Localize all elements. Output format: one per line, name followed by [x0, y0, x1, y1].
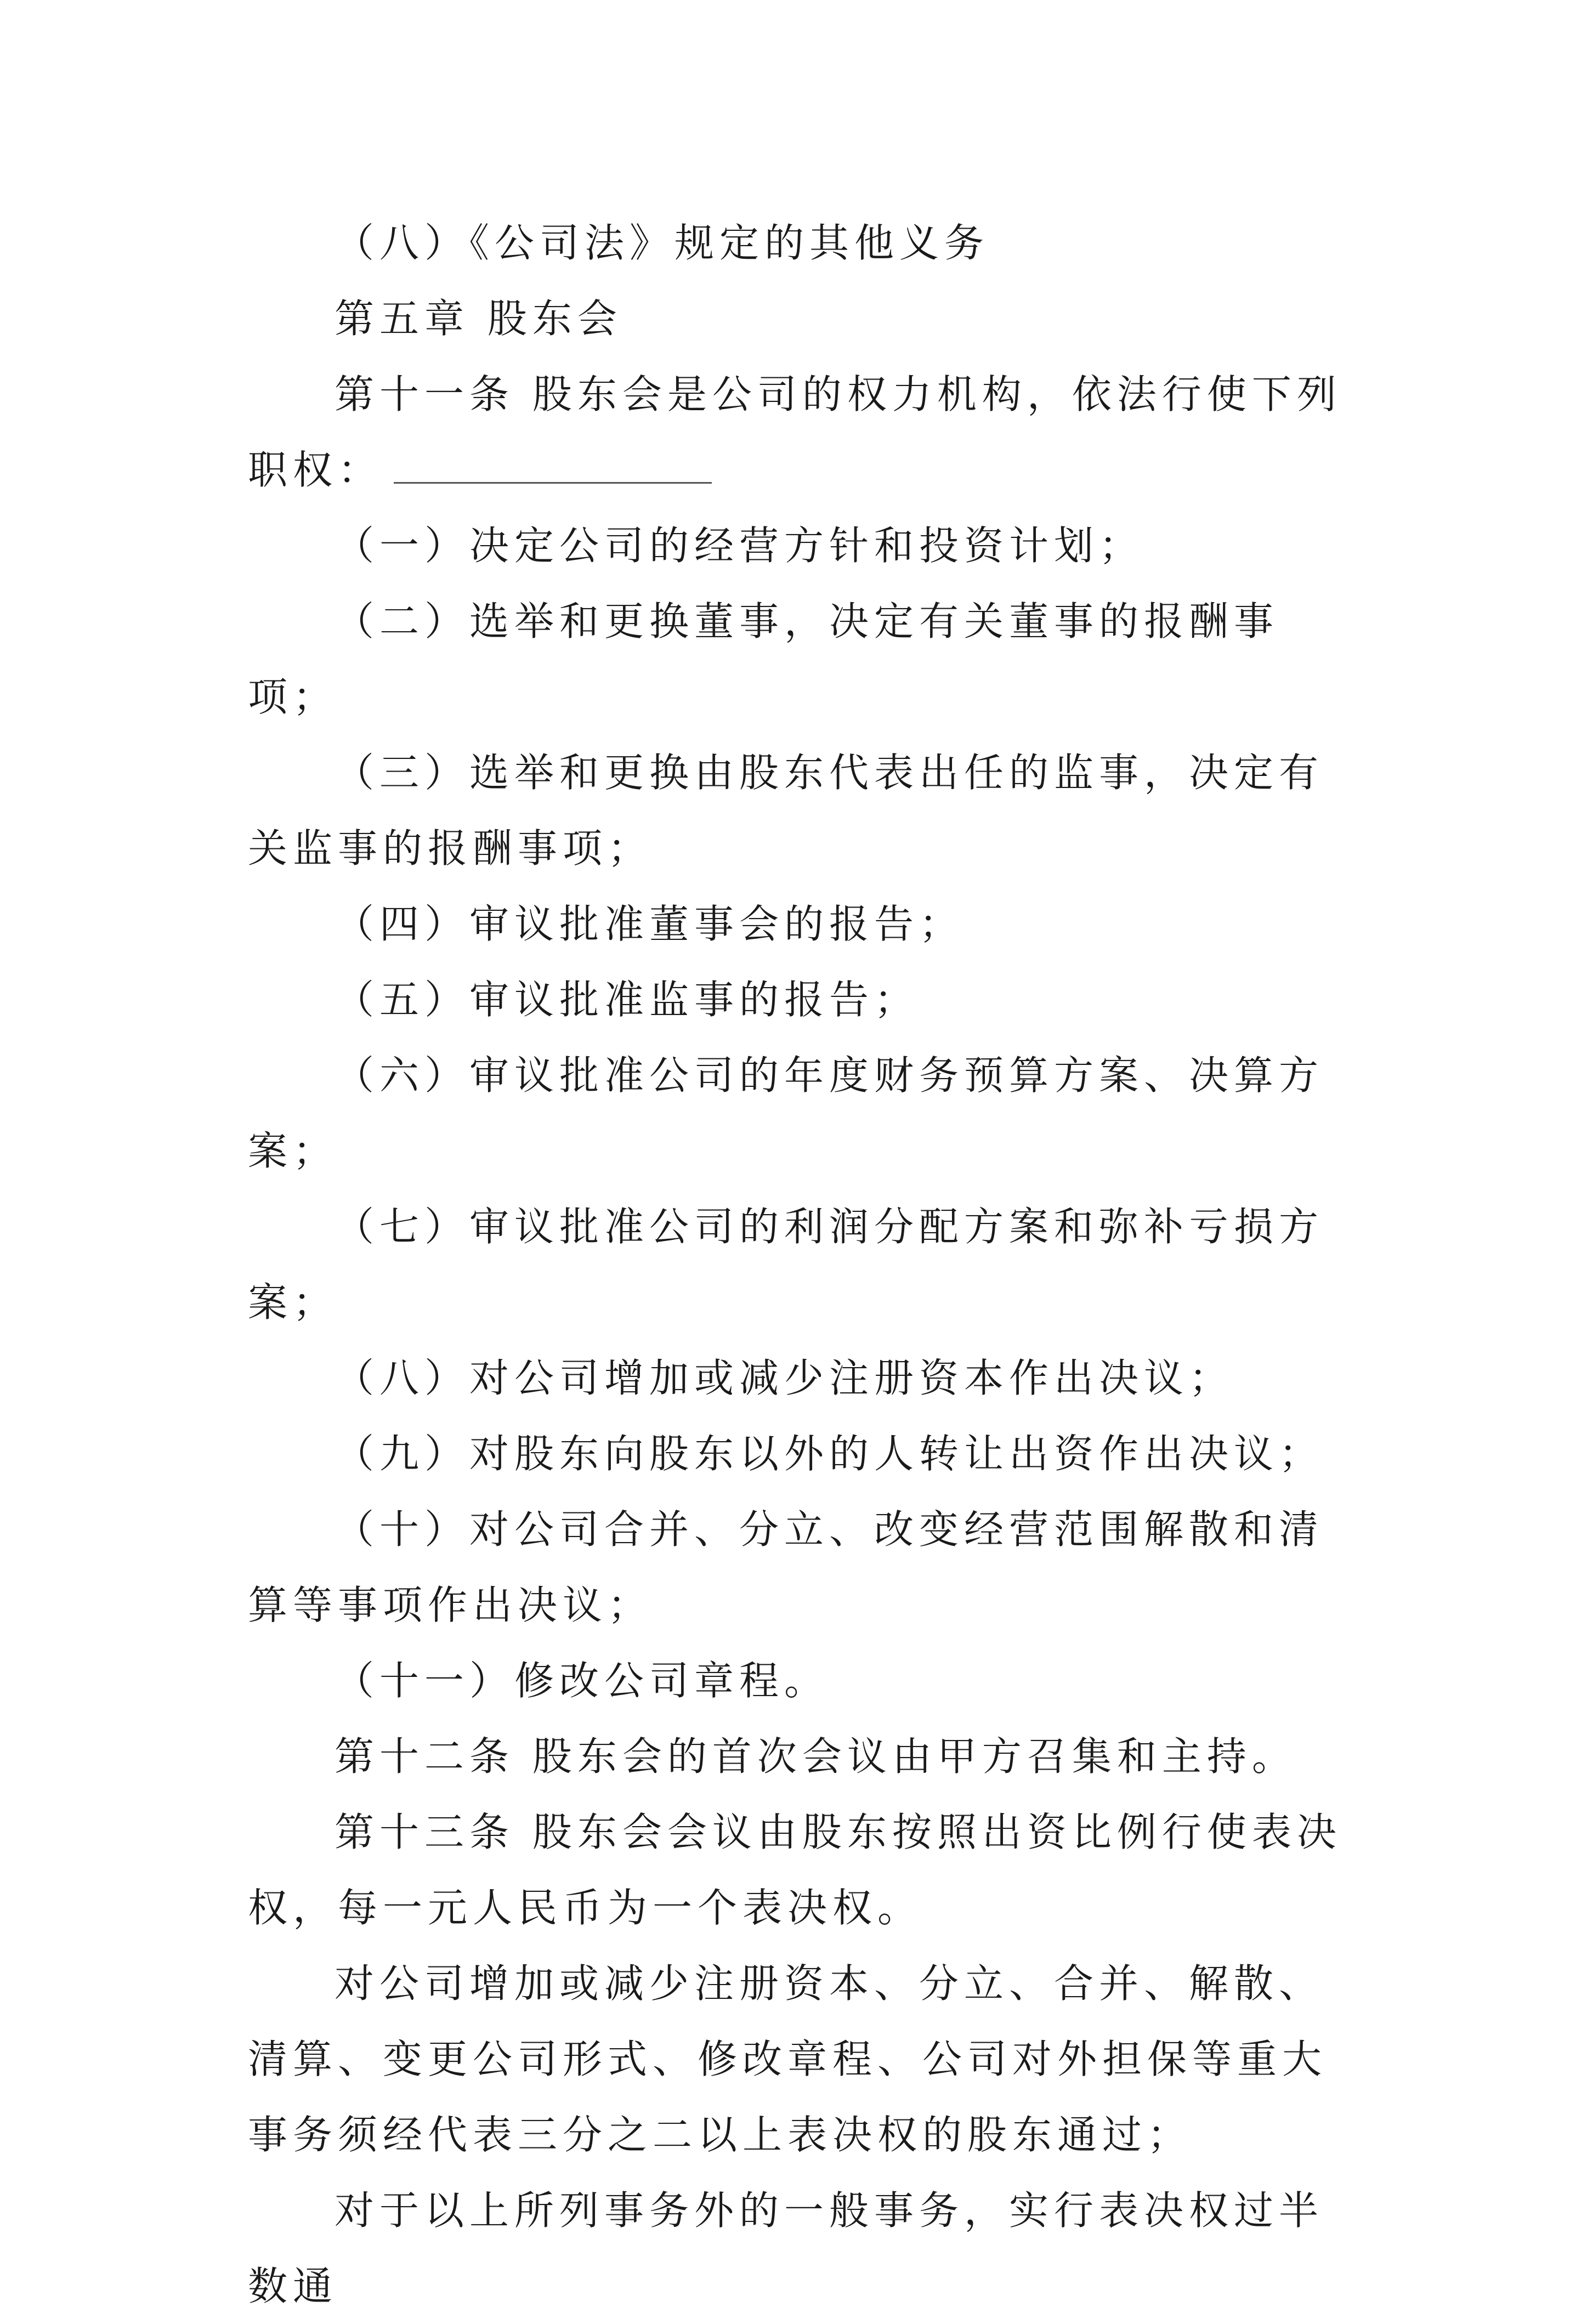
list-item-7: （七）审议批准公司的利润分配方案和弥补亏损方案；	[248, 1204, 1324, 1325]
document-body	[248, 205, 1350, 2324]
article-12: 第十二条 股东会的首次会议由甲方召集和主持。	[335, 1733, 1297, 1779]
list-item-4: （四）审议批准董事会的报告；	[335, 901, 965, 947]
article-13: 第十三条 股东会会议由股东按照出资比例行使表决权，每一元人民币为一个表决权。	[248, 1809, 1342, 1931]
list-item-3: （三）选举和更换由股东代表出任的监事，决定有关监事的报酬事项；	[248, 750, 1324, 871]
article-13-major-matters: 对公司增加或减少注册资本、分立、合并、解散、清算、变更公司形式、修改章程、公司对外担保等重大事务须经代表三分之二以上表决权的股东通过；	[248, 1960, 1328, 2158]
list-item-5: （五）审议批准监事的报告；	[335, 977, 920, 1023]
list-item-6: （六）审议批准公司的年度财务预算方案、决算方案；	[248, 1052, 1324, 1174]
list-item-10: （十）对公司合并、分立、改变经营范围解散和清算等事项作出决议；	[248, 1506, 1324, 1628]
blank-underline	[394, 449, 712, 484]
list-item-1: （一）决定公司的经营方针和投资计划；	[335, 523, 1144, 569]
article-13-general-matters: 对于以上所列事务外的一般事务，实行表决权过半数通	[248, 2187, 1324, 2309]
list-item-8: （八）对公司增加或减少注册资本作出决议；	[335, 1355, 1234, 1401]
article-11	[248, 356, 1350, 508]
paragraph-item-8-obligations: （八）《公司法》规定的其他义务	[335, 220, 990, 266]
chapter-5-heading: 第五章 股东会	[335, 296, 622, 342]
list-item-9: （九）对股东向股东以外的人转让出资作出决议；	[335, 1431, 1324, 1477]
list-item-2: （二）选举和更换董事，决定有关董事的报酬事项；	[248, 598, 1279, 720]
article-11-text: 第十一条 股东会是公司的权力机构，依法行使下列职权：	[248, 371, 1342, 493]
list-item-11: （十一）修改公司章程。	[335, 1658, 830, 1704]
